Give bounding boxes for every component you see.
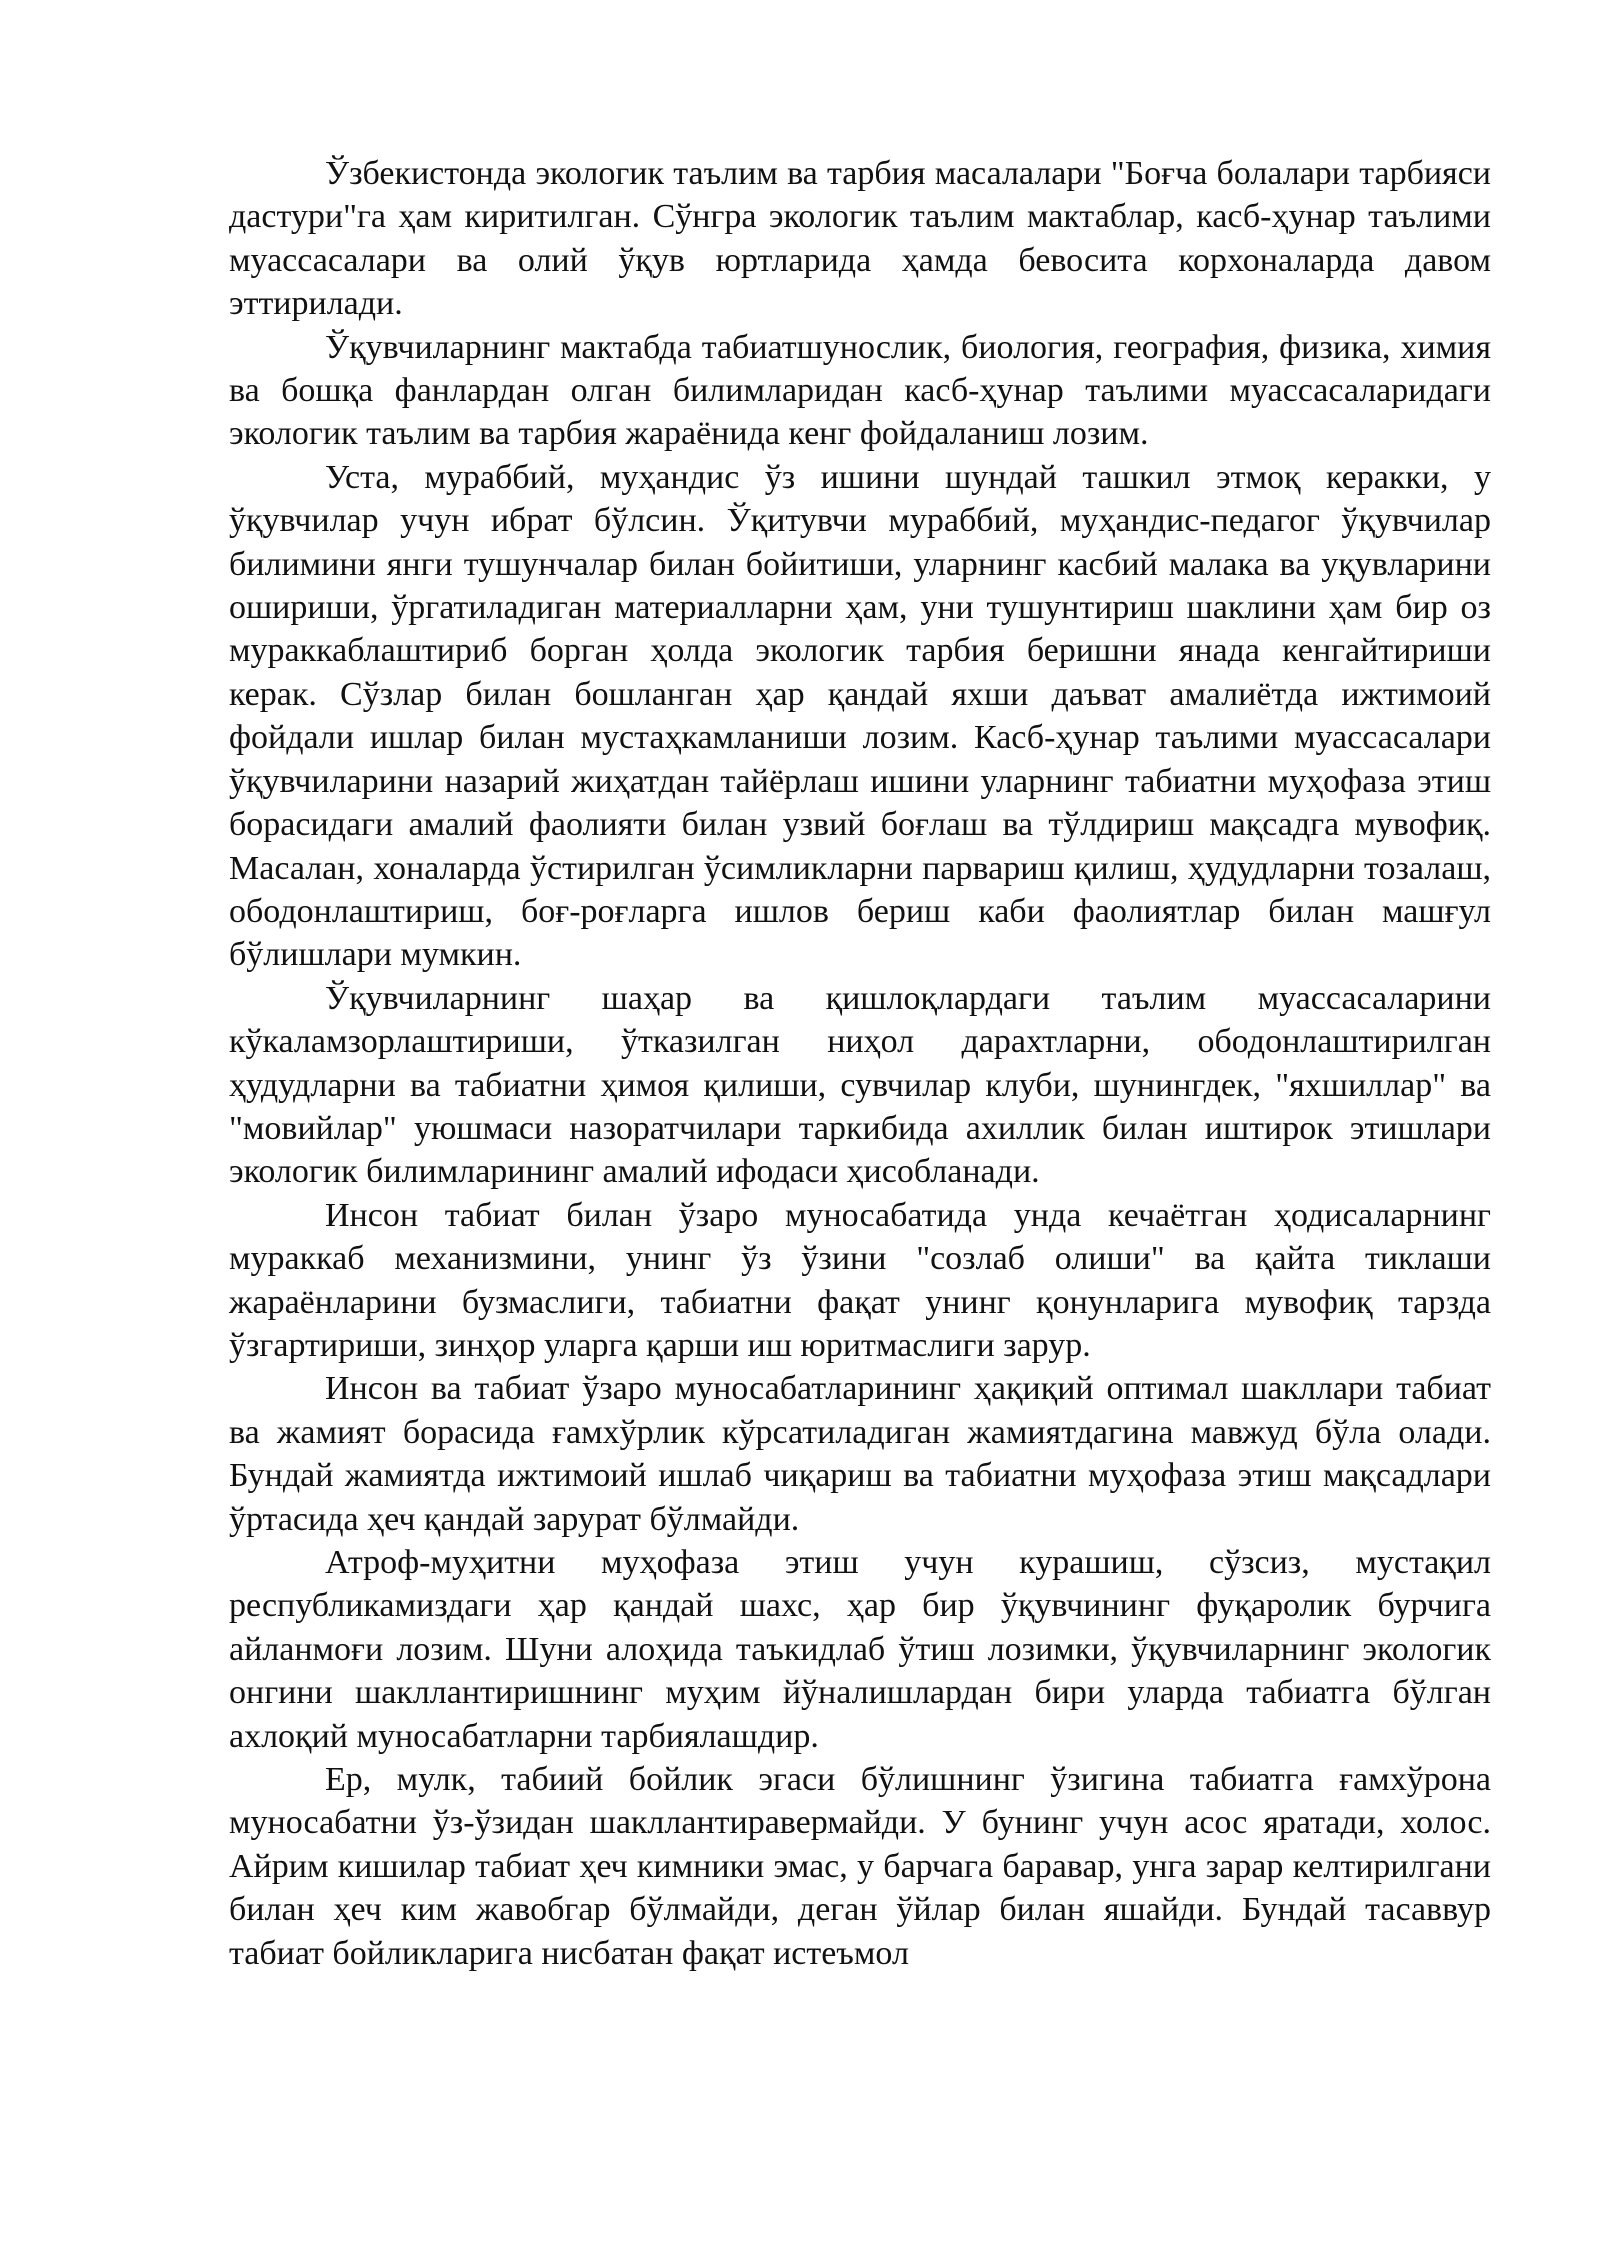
paragraph-5: Инсон табиат билан ўзаро муносабатида унда кечаётган ҳодисаларнинг мураккаб механизмини, унинг ўз ўзини "созлаб олиши" ва қайта тиклаши жараёнларини бузмаслиги, табиатни фақат унинг қонунларига мувофиқ тарзда ўзгартириши, зинҳор уларга қарши иш юритмаслиги зарур. <box>229 1196 1491 1364</box>
paragraph-2: Ўқувчиларнинг мактабда табиатшунослик, биология, география, физика, химия ва бошқа фанлардан олган билимларидан касб-ҳунар таълими муассасаларидаги экологик таълим ва тарбия жараёнида кенг фойдаланиш лозим. <box>229 328 1491 453</box>
paragraph-7: Атроф-муҳитни муҳофаза этиш учун курашиш, сўзсиз, мустақил республикамиздаги ҳар қандай шахс, ҳар бир ўқувчининг фуқаролик бурчига айланмоғи лозим. Шуни алоҳида таъкидлаб ўтиш лозимки, ўқувчиларнинг экологик онгини шакллантиришнинг муҳим йўналишлардан бири уларда табиатга бўлган ахлоқий муносабатларни тарбиялашдир. <box>229 1544 1491 1755</box>
paragraph-4: Ўқувчиларнинг шаҳар ва қишлоқлардаги таълим муассасаларини кўкаламзорлаштириши, ўтказилган ниҳол дарахтларни, ободонлаштирилган ҳудудларни ва табиатни ҳимоя қилиши, сувчилар клуби, шунингдек, "яхшиллар" ва "мовийлар" уюшмаси назоратчилари таркибида ахиллик билан иштирок этишлари экологик билимларининг амалий ифодаси ҳисобланади. <box>229 979 1491 1191</box>
paragraph-8: Ер, мулк, табиий бойлик эгаси бўлишнинг ўзигина табиатга ғамхўрона муносабатни ўз-ўзидан шакллантиравермайди. У бунинг учун асос яратади, холос. Айрим кишилар табиат ҳеч кимники эмас, у барчага баравар, унга зарар келтирилгани билан ҳеч ким жавобгар бўлмайди, деган ўйлар билан яшайди. Бундай тасаввур табиат бойликларига нисбатан фақат истеъмол <box>229 1761 1491 1972</box>
paragraph-3: Уста, мураббий, муҳандис ўз ишини шундай ташкил этмоқ керакки, у ўқувчилар учун ибрат бўлсин. Ўқитувчи мураббий, муҳандис-педагог ўқувчилар билимини янги тушунчалар билан бойитиши, уларнинг касбий малака ва уқувларини ошириши, ўргатиладиган материалларни ҳам, уни тушунтириш шаклини ҳам бир оз мураккаблаштириб борган ҳолда экологик тарбия беришни янада кенгайтириши керак. Сўзлар билан бошланган ҳар қандай яхши даъват амалиётда ижтимоий фойдали ишлар билан мустаҳкамланиши лозим. Касб-ҳунар таълими муассасалари ўқувчиларини назарий жиҳатдан тайёрлаш ишини уларнинг табиатни муҳофаза этиш борасидаги амалий фаолияти билан узвий боғлаш ва тўлдириш мақсадга мувофиқ. Масалан, хоналарда ўстирилган ўсимликларни парвариш қилиш, ҳудудларни тозалаш, ободонлаштириш, боғ-роғларга ишлов бериш каби фаолиятлар билан машғул бўлишлари мумкин. <box>229 458 1491 974</box>
paragraph-6: Инсон ва табиат ўзаро муносабатларининг ҳақиқий оптимал шакллари табиат ва жамият борасида ғамхўрлик кўрсатиладиган жамиятдагина мавжуд бўла олади. Бундай жамиятда ижтимоий ишлаб чиқариш ва табиатни муҳофаза этиш мақсадлари ўртасида ҳеч қандай зарурат бўлмайди. <box>229 1370 1491 1538</box>
paragraph-1: Ўзбекистонда экологик таълим ва тарбия масалалари "Боғча болалари тарбияси дастури"га ҳам киритилган. Сўнгра экологик таълим мактаблар, касб-ҳунар таълими муассасалари ва олий ўқув юртларида ҳамда бевосита корхоналарда давом эттирилади. <box>229 155 1491 323</box>
document-body <box>229 152 1491 1975</box>
